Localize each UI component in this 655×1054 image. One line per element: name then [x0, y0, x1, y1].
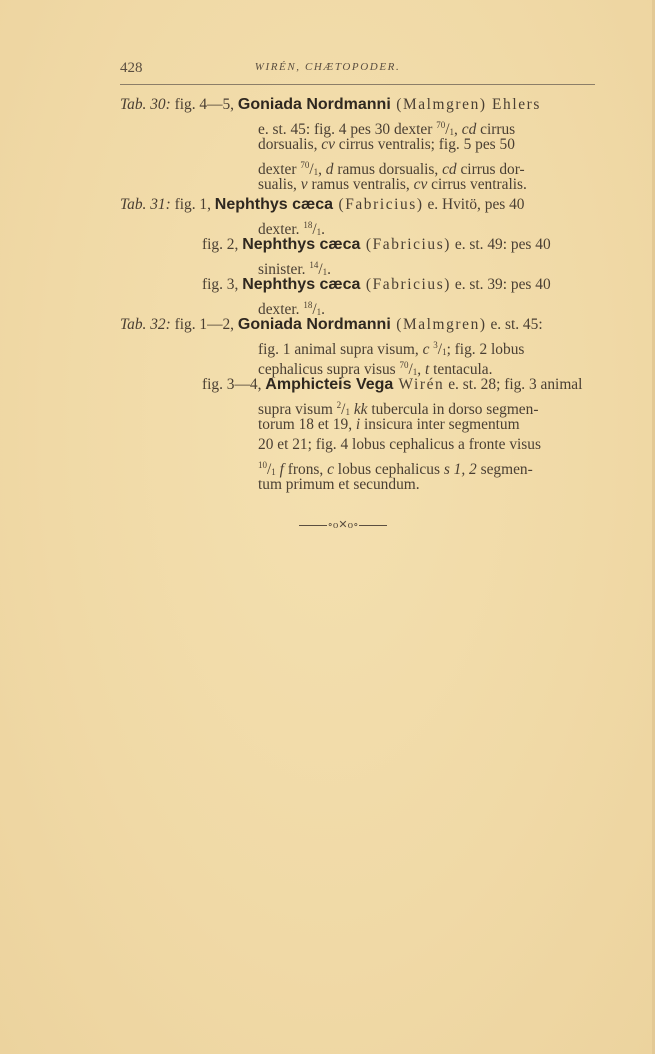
- page-number: 428: [120, 60, 143, 76]
- species-name: Amphicteis Vega: [265, 376, 394, 393]
- species-name: Nephthys cæca: [214, 196, 334, 213]
- entry-line: torum 18 et 19, i insicura inter segmentum: [258, 416, 520, 433]
- entry-line: dexter. $^{18}/_1$.: [258, 300, 325, 318]
- entry-line: tum primum et secundum.: [258, 476, 420, 493]
- ornament-rule: [299, 525, 327, 526]
- entry-line: Tab. 31: fig. 1, Nephthys cæca (Fabricius) e. Hvitö, pes 40: [120, 196, 525, 213]
- entry-line: fig. 1 animal supra visum, c $^3/_1$; fig. 2 lobus: [258, 340, 525, 358]
- entry-line: dexter. $^{18}/_1$.: [258, 220, 325, 238]
- entry-line: Tab. 30: fig. 4—5, Goniada Nordmanni (Malmgren) Ehlers: [120, 96, 541, 113]
- entry-line: dorsualis, cv cirrus ventralis; fig. 5 pes 50: [258, 136, 515, 153]
- entry-line: cephalicus supra visus $^{70}/_1$, t tentacula.: [258, 360, 493, 378]
- entry-line: fig. 3, Nephthys cæca (Fabricius) e. st. 39: pes 40: [202, 276, 551, 293]
- entry-line: dexter $^{70}/_1$, d ramus dorsualis, cd cirrus dor-: [258, 160, 525, 178]
- entry-line: 20 et 21; fig. 4 lobus cephalicus a fronte visus: [258, 436, 541, 453]
- running-title: WIRÉN, CHÆTOPODER.: [254, 61, 401, 73]
- entry-line: e. st. 45: fig. 4 pes 30 dexter $^{70}/_1$, cd cirrus: [258, 120, 516, 138]
- entry-line: $^{10}/_1$ f frons, c lobus cephalicus s 1, 2 segmen-: [258, 460, 533, 478]
- species-name: Nephthys cæca: [242, 236, 361, 253]
- entry-line: supra visum $^2/_1$ kk tubercula in dorso segmen-: [258, 400, 539, 418]
- fleuron-icon: ∘o✕o∘: [327, 519, 359, 531]
- entry-line: sualis, v ramus ventralis, cv cirrus ventralis.: [258, 176, 527, 193]
- species-name: Nephthys cæca: [242, 276, 361, 293]
- species-name: Goniada Nordmanni: [237, 316, 391, 333]
- species-name: Goniada Nordmanni: [237, 96, 391, 113]
- plate-label: Tab. 30:: [120, 96, 171, 113]
- plate-label: Tab. 31:: [120, 196, 171, 213]
- plate-label: Tab. 32:: [120, 316, 171, 333]
- header-rule: [120, 84, 595, 85]
- entry-line: fig. 2, Nephthys cæca (Fabricius) e. st. 49: pes 40: [202, 236, 551, 253]
- ornament-rule: [359, 525, 387, 526]
- end-ornament: [288, 518, 398, 532]
- entry-line: sinister. $^{14}/_1$.: [258, 260, 331, 278]
- entry-line: Tab. 32: fig. 1—2, Goniada Nordmanni (Malmgren) e. st. 45:: [120, 316, 543, 333]
- entry-line: fig. 3—4, Amphicteis Vega Wirén e. st. 28; fig. 3 animal: [202, 376, 583, 393]
